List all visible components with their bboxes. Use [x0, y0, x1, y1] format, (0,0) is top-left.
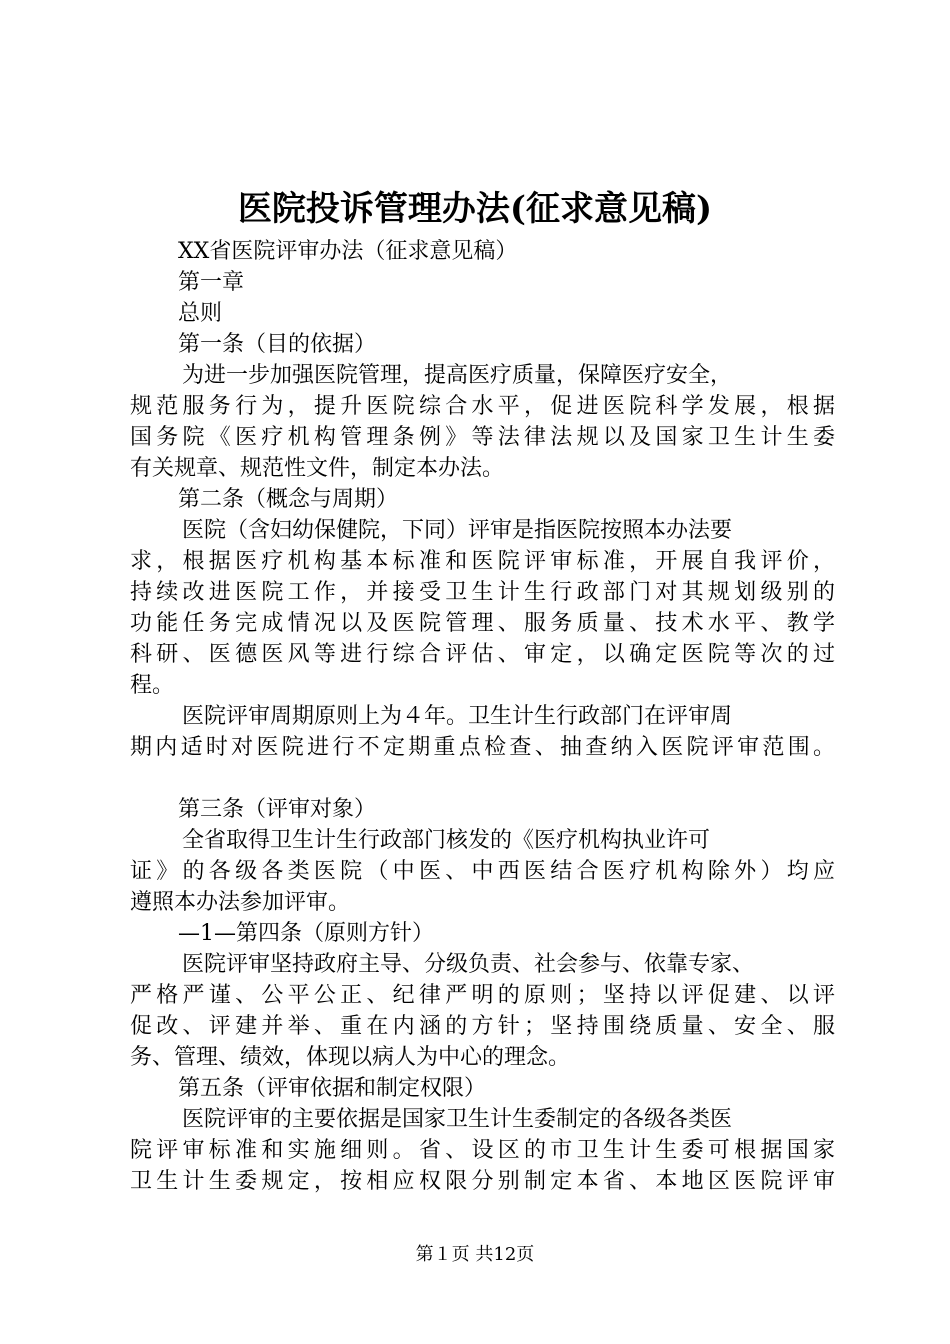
article-5-heading: 第五条（评审依据和制定权限）: [178, 1076, 487, 1101]
subtitle-line: XX省医院评审办法（征求意见稿）: [178, 239, 518, 264]
article-1-text-line: 为进一步加强医院管理，提高医疗质量，保障医疗安全，: [182, 363, 733, 388]
paragraph-gap: [130, 763, 835, 794]
article-4-heading: —1—第四条（原则方针）: [178, 921, 434, 946]
article-4-text-line: 医院评审坚持政府主导、分级负责、社会参与、依靠专家、: [182, 952, 755, 977]
chapter-name: 总则: [178, 301, 223, 326]
article-4-text-line: 促改、评建并举、重在内涵的方针；坚持围绕质量、安全、服: [130, 1014, 835, 1039]
article-2-text-line: 期内适时对医院进行不定期重点检查、抽查纳入医院评审范围。: [130, 735, 835, 760]
article-2-heading: 第二条（概念与周期）: [178, 487, 399, 512]
document-body: [130, 236, 835, 1197]
article-2-text-line: 程。: [130, 673, 175, 698]
article-2-text-line: 医院评审周期原则上为４年。卫生计生行政部门在评审周: [182, 704, 733, 729]
article-3-heading: 第三条（评审对象）: [178, 797, 377, 822]
article-1-text-line: 国务院《医疗机构管理条例》等法律法规以及国家卫生计生委: [130, 425, 835, 450]
article-5-text-line: 院评审标准和实施细则。省、设区的市卫生计生委可根据国家: [130, 1138, 835, 1163]
article-3-text-line: 全省取得卫生计生行政部门核发的《医疗机构执业许可: [182, 828, 711, 853]
article-5-text-line: 卫生计生委规定，按相应权限分别制定本省、本地区医院评审: [130, 1169, 835, 1194]
article-1-text-line: 规范服务行为，提升医院综合水平，促进医院科学发展，根据: [130, 394, 835, 419]
document-title: 医院投诉管理办法(征求意见稿): [237, 189, 713, 229]
article-3-text-line: 证》的各级各类医院（中医、中西医结合医疗机构除外）均应: [130, 859, 835, 884]
article-3-text-line: 遵照本办法参加评审。: [130, 890, 351, 915]
page-number-footer: 第１页 共12页: [415, 1244, 535, 1265]
chapter-heading: 第一章: [178, 270, 245, 295]
article-2-text-line: 求，根据医疗机构基本标准和医院评审标准，开展自我评价，: [130, 549, 835, 574]
article-2-text-line: 功能任务完成情况以及医院管理、服务质量、技术水平、教学: [130, 611, 835, 636]
article-4-text-line: 务、管理、绩效，体现以病人为中心的理念。: [130, 1045, 571, 1070]
article-1-text-line: 有关规章、规范性文件，制定本办法。: [130, 456, 505, 481]
article-2-text-line: 科研、医德医风等进行综合评估、审定，以确定医院等次的过: [130, 642, 835, 667]
article-4-text-line: 严格严谨、公平公正、纪律严明的原则；坚持以评促建、以评: [130, 983, 835, 1008]
article-5-text-line: 医院评审的主要依据是国家卫生计生委制定的各级各类医: [182, 1107, 733, 1132]
article-2-text-line: 持续改进医院工作，并接受卫生计生行政部门对其规划级别的: [130, 580, 835, 605]
article-1-heading: 第一条（目的依据）: [178, 332, 377, 357]
article-2-text-line: 医院（含妇幼保健院，下同）评审是指医院按照本办法要: [182, 518, 733, 543]
